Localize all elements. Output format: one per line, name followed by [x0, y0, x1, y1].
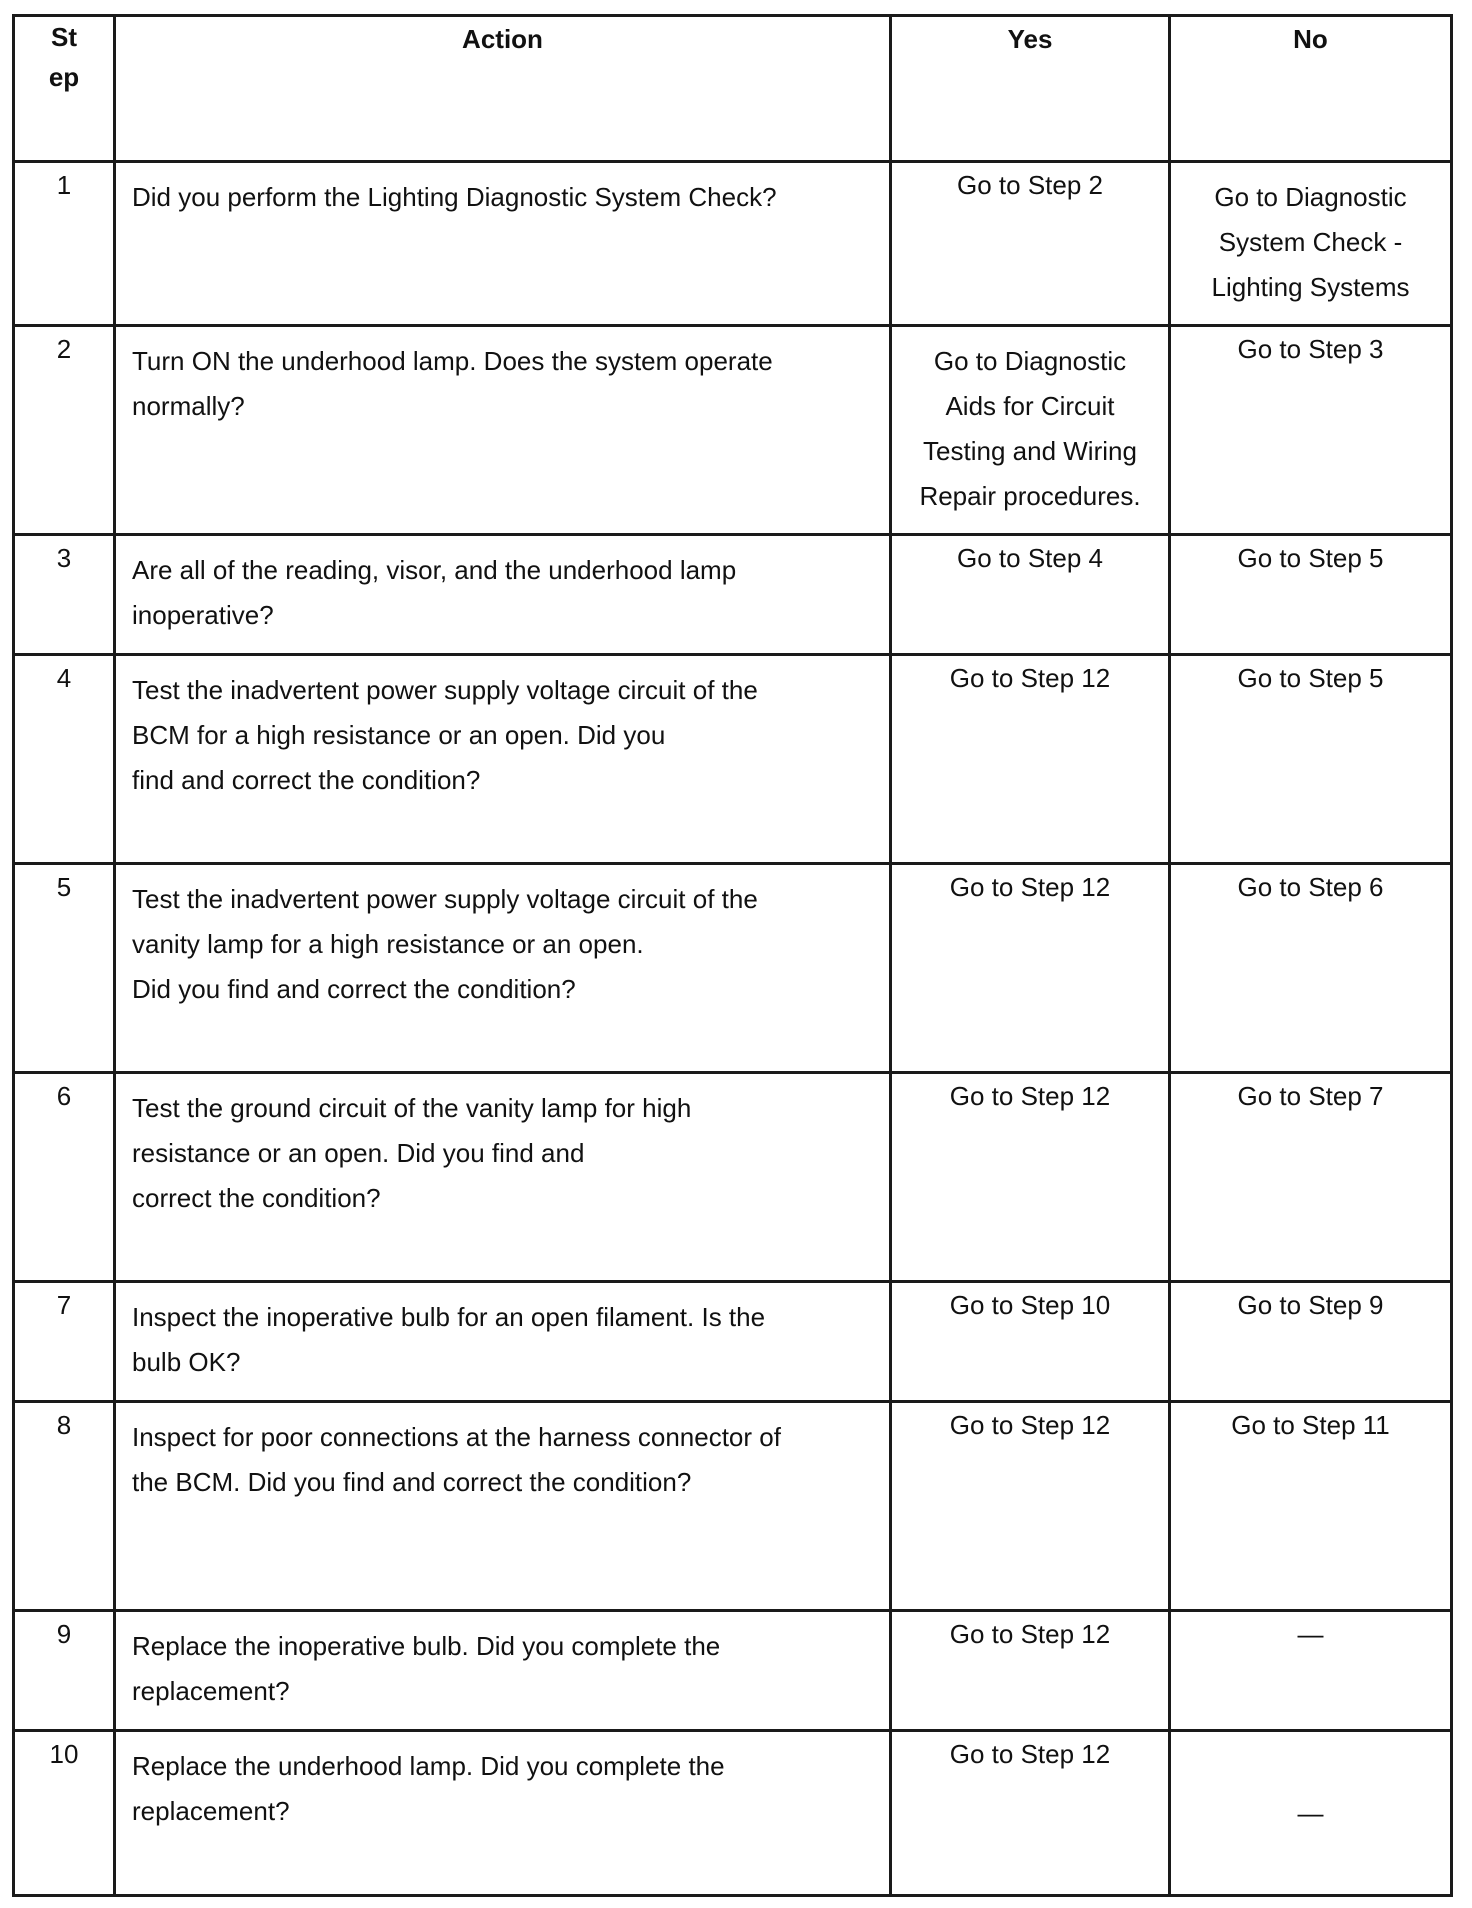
step-number: 8 — [14, 1402, 115, 1611]
yes-cell: Go to Diagnostic Aids for Circuit Testing and Wiring Repair procedures. — [891, 326, 1170, 535]
yes-cell: Go to Step 4 — [891, 535, 1170, 655]
action-cell: Test the inadvertent power supply voltage circuit of the BCM for a high resistance or an open. Did you find and correct the condition? — [115, 655, 891, 864]
yes-cell: Go to Step 12 — [891, 864, 1170, 1073]
no-cell: Go to Step 5 — [1170, 655, 1452, 864]
no-cell: Go to Step 6 — [1170, 864, 1452, 1073]
action-cell: Turn ON the underhood lamp. Does the system operate normally? — [115, 326, 891, 535]
action-cell: Replace the inoperative bulb. Did you complete the replacement? — [115, 1611, 891, 1731]
no-cell: Go to Diagnostic System Check - Lighting Systems — [1170, 162, 1452, 326]
step-number: 5 — [14, 864, 115, 1073]
table-row — [14, 326, 1452, 535]
no-cell: — — [1170, 1731, 1452, 1896]
table-row — [14, 1402, 1452, 1611]
action-cell: Test the ground circuit of the vanity lamp for high resistance or an open. Did you find and correct the condition? — [115, 1073, 891, 1282]
yes-cell: Go to Step 12 — [891, 1731, 1170, 1896]
yes-cell: Go to Step 2 — [891, 162, 1170, 326]
action-cell: Replace the underhood lamp. Did you complete the replacement? — [115, 1731, 891, 1896]
table-row — [14, 864, 1452, 1073]
table-row — [14, 655, 1452, 864]
step-number: 9 — [14, 1611, 115, 1731]
header-no: No — [1170, 16, 1452, 162]
table-row — [14, 162, 1452, 326]
table-row — [14, 535, 1452, 655]
action-cell: Did you perform the Lighting Diagnostic System Check? — [115, 162, 891, 326]
no-cell: Go to Step 5 — [1170, 535, 1452, 655]
action-cell: Inspect for poor connections at the harness connector of the BCM. Did you find and correct the condition? — [115, 1402, 891, 1611]
no-cell: Go to Step 11 — [1170, 1402, 1452, 1611]
step-number: 1 — [14, 162, 115, 326]
header-row — [14, 16, 1452, 162]
header-step: St ep — [14, 16, 115, 162]
step-number: 2 — [14, 326, 115, 535]
yes-cell: Go to Step 10 — [891, 1282, 1170, 1402]
no-cell: — — [1170, 1611, 1452, 1731]
yes-cell: Go to Step 12 — [891, 655, 1170, 864]
no-cell: Go to Step 9 — [1170, 1282, 1452, 1402]
table-row — [14, 1282, 1452, 1402]
header-yes: Yes — [891, 16, 1170, 162]
table-row — [14, 1073, 1452, 1282]
no-cell: Go to Step 7 — [1170, 1073, 1452, 1282]
step-number: 10 — [14, 1731, 115, 1896]
table-row — [14, 1731, 1452, 1896]
header-action: Action — [115, 16, 891, 162]
yes-cell: Go to Step 12 — [891, 1402, 1170, 1611]
step-number: 3 — [14, 535, 115, 655]
table-row — [14, 1611, 1452, 1731]
yes-cell: Go to Step 12 — [891, 1611, 1170, 1731]
no-cell: Go to Step 3 — [1170, 326, 1452, 535]
action-cell: Inspect the inoperative bulb for an open filament. Is the bulb OK? — [115, 1282, 891, 1402]
action-cell: Test the inadvertent power supply voltage circuit of the vanity lamp for a high resistance or an open. Did you find and correct the condition? — [115, 864, 891, 1073]
diagnostic-table — [12, 14, 1453, 1897]
yes-cell: Go to Step 12 — [891, 1073, 1170, 1282]
step-number: 7 — [14, 1282, 115, 1402]
action-cell: Are all of the reading, visor, and the underhood lamp inoperative? — [115, 535, 891, 655]
step-number: 6 — [14, 1073, 115, 1282]
step-number: 4 — [14, 655, 115, 864]
